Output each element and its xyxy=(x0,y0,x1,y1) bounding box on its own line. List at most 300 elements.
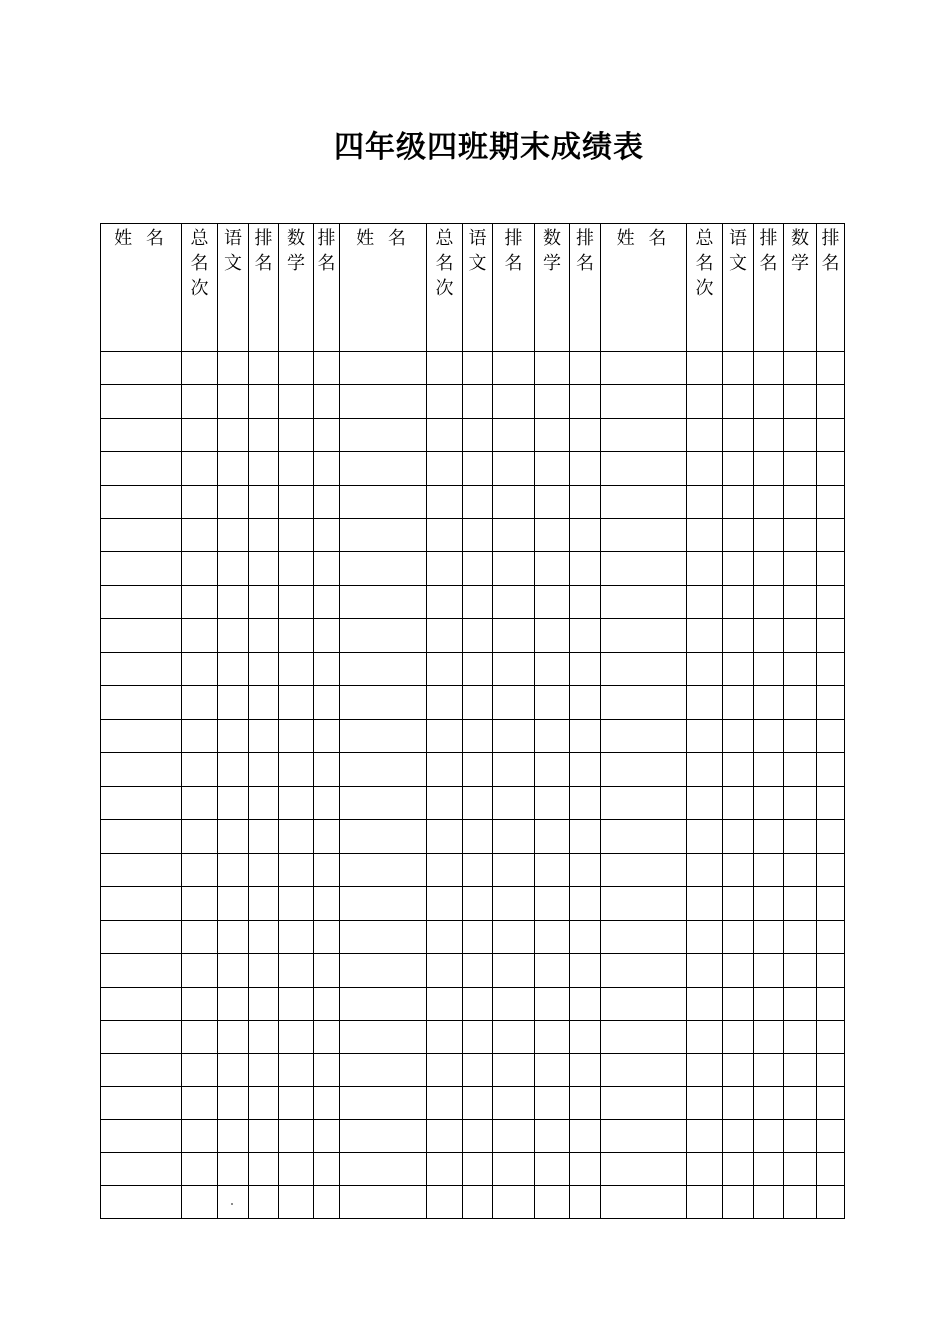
header-chinese-rank-3: 排名 xyxy=(754,224,784,352)
table-cell xyxy=(314,452,340,486)
table-cell xyxy=(784,552,817,586)
table-cell xyxy=(340,486,427,519)
table-cell xyxy=(463,887,493,921)
table-cell xyxy=(218,921,249,954)
table-cell xyxy=(314,988,340,1021)
table-cell xyxy=(817,552,845,586)
table-cell xyxy=(340,954,427,988)
table-cell xyxy=(182,1153,218,1186)
table-cell xyxy=(463,921,493,954)
table-cell xyxy=(493,486,535,519)
table-cell xyxy=(723,519,754,552)
table-cell xyxy=(754,452,784,486)
table-cell xyxy=(314,1120,340,1153)
table-row xyxy=(101,854,845,887)
table-cell xyxy=(101,653,182,686)
table-cell xyxy=(784,452,817,486)
table-cell xyxy=(463,1120,493,1153)
table-cell xyxy=(314,1054,340,1087)
table-cell xyxy=(601,552,687,586)
table-cell xyxy=(463,1186,493,1219)
table-row xyxy=(101,419,845,452)
table-cell xyxy=(493,385,535,419)
table-row xyxy=(101,586,845,619)
table-cell xyxy=(687,1054,723,1087)
table-cell xyxy=(687,586,723,619)
table-cell xyxy=(723,854,754,887)
table-cell xyxy=(817,1186,845,1219)
table-cell xyxy=(218,720,249,753)
table-cell xyxy=(218,352,249,385)
table-cell xyxy=(535,452,570,486)
table-cell xyxy=(784,419,817,452)
table-cell xyxy=(279,519,314,552)
table-cell xyxy=(427,887,463,921)
table-cell xyxy=(340,753,427,787)
table-cell xyxy=(723,486,754,519)
table-cell xyxy=(182,787,218,820)
table-cell xyxy=(463,385,493,419)
table-cell xyxy=(314,1153,340,1186)
table-cell xyxy=(314,352,340,385)
table-cell xyxy=(101,820,182,854)
header-row xyxy=(101,224,845,352)
table-cell xyxy=(601,720,687,753)
table-cell xyxy=(101,787,182,820)
table-cell xyxy=(182,720,218,753)
table-cell xyxy=(687,921,723,954)
table-cell xyxy=(493,1087,535,1120)
table-cell xyxy=(340,586,427,619)
table-cell xyxy=(314,1087,340,1120)
table-row xyxy=(101,552,845,586)
table-cell xyxy=(182,753,218,787)
table-cell xyxy=(754,586,784,619)
table-cell xyxy=(463,820,493,854)
table-cell xyxy=(427,820,463,854)
table-cell xyxy=(784,1087,817,1120)
table-cell xyxy=(493,552,535,586)
table-cell xyxy=(493,1186,535,1219)
table-cell xyxy=(687,988,723,1021)
table-cell xyxy=(601,1120,687,1153)
table-cell xyxy=(279,653,314,686)
table-cell xyxy=(340,887,427,921)
table-cell xyxy=(687,419,723,452)
table-cell xyxy=(784,954,817,988)
table-cell xyxy=(463,1153,493,1186)
table-cell xyxy=(687,486,723,519)
table-cell xyxy=(249,1153,279,1186)
table-cell xyxy=(754,820,784,854)
table-cell xyxy=(601,954,687,988)
table-cell xyxy=(535,988,570,1021)
table-body xyxy=(101,352,845,1219)
table-row xyxy=(101,653,845,686)
table-row xyxy=(101,486,845,519)
table-cell xyxy=(601,820,687,854)
table-cell xyxy=(570,486,601,519)
table-cell xyxy=(817,419,845,452)
header-math-rank-2: 排名 xyxy=(570,224,601,352)
table-cell xyxy=(340,921,427,954)
table-cell xyxy=(687,787,723,820)
table-cell xyxy=(601,1087,687,1120)
table-cell xyxy=(182,887,218,921)
table-cell xyxy=(493,586,535,619)
table-row xyxy=(101,519,845,552)
table-cell xyxy=(687,1120,723,1153)
table-cell xyxy=(817,619,845,653)
table-cell xyxy=(784,619,817,653)
table-cell xyxy=(101,1054,182,1087)
table-cell xyxy=(754,787,784,820)
table-cell xyxy=(340,519,427,552)
table-cell xyxy=(314,653,340,686)
table-cell xyxy=(601,1186,687,1219)
table-cell xyxy=(535,352,570,385)
table-row xyxy=(101,1120,845,1153)
table-cell xyxy=(101,1186,182,1219)
table-cell xyxy=(182,854,218,887)
table-cell xyxy=(601,753,687,787)
header-chinese-1: 语文 xyxy=(218,224,249,352)
table-cell xyxy=(535,854,570,887)
table-cell xyxy=(340,787,427,820)
table-cell xyxy=(723,686,754,720)
table-cell xyxy=(218,653,249,686)
table-cell xyxy=(314,854,340,887)
table-cell xyxy=(249,787,279,820)
table-cell xyxy=(754,1021,784,1054)
table-cell xyxy=(218,1120,249,1153)
table-cell xyxy=(182,419,218,452)
table-cell xyxy=(463,586,493,619)
table-cell xyxy=(784,1054,817,1087)
table-cell xyxy=(182,653,218,686)
table-cell xyxy=(570,586,601,619)
table-cell xyxy=(218,954,249,988)
table-cell xyxy=(723,552,754,586)
table-cell xyxy=(340,820,427,854)
table-cell xyxy=(493,820,535,854)
table-cell xyxy=(427,519,463,552)
table-cell xyxy=(535,753,570,787)
header-math-3: 数学 xyxy=(784,224,817,352)
table-row xyxy=(101,988,845,1021)
table-cell xyxy=(535,1087,570,1120)
table-cell xyxy=(570,419,601,452)
table-cell xyxy=(784,1153,817,1186)
table-cell xyxy=(601,1054,687,1087)
table-cell xyxy=(218,787,249,820)
table-cell xyxy=(535,586,570,619)
table-cell xyxy=(723,1186,754,1219)
table-cell xyxy=(182,921,218,954)
table-cell xyxy=(182,1120,218,1153)
table-cell xyxy=(601,1021,687,1054)
table-cell xyxy=(601,854,687,887)
table-cell xyxy=(754,385,784,419)
table-cell xyxy=(314,887,340,921)
table-cell xyxy=(218,1153,249,1186)
table-cell xyxy=(249,385,279,419)
table-cell xyxy=(784,385,817,419)
table-cell xyxy=(101,385,182,419)
header-math-1: 数学 xyxy=(279,224,314,352)
table-cell xyxy=(687,452,723,486)
table-cell xyxy=(817,653,845,686)
table-cell xyxy=(784,753,817,787)
table-cell xyxy=(817,1153,845,1186)
table-cell xyxy=(723,619,754,653)
table-cell xyxy=(601,486,687,519)
table-cell xyxy=(687,1087,723,1120)
table-cell xyxy=(754,686,784,720)
table-cell xyxy=(784,921,817,954)
table-cell xyxy=(601,787,687,820)
table-cell xyxy=(687,1153,723,1186)
table-cell xyxy=(687,352,723,385)
table-cell xyxy=(249,854,279,887)
table-cell xyxy=(182,1054,218,1087)
stray-dot-mark xyxy=(231,1203,233,1205)
table-cell xyxy=(817,1021,845,1054)
table-cell xyxy=(427,586,463,619)
table-cell xyxy=(784,854,817,887)
table-cell xyxy=(817,854,845,887)
table-cell xyxy=(570,854,601,887)
table-cell xyxy=(249,921,279,954)
table-cell xyxy=(182,552,218,586)
table-cell xyxy=(817,820,845,854)
table-cell xyxy=(784,352,817,385)
table-cell xyxy=(427,619,463,653)
table-cell xyxy=(784,519,817,552)
table-cell xyxy=(570,452,601,486)
table-cell xyxy=(340,988,427,1021)
header-name-2: 姓 名 xyxy=(340,224,427,352)
table-cell xyxy=(427,988,463,1021)
table-cell xyxy=(340,619,427,653)
table-cell xyxy=(340,1186,427,1219)
table-cell xyxy=(723,586,754,619)
table-cell xyxy=(249,988,279,1021)
table-cell xyxy=(535,921,570,954)
table-cell xyxy=(754,887,784,921)
table-cell xyxy=(463,1021,493,1054)
table-cell xyxy=(218,1087,249,1120)
table-cell xyxy=(427,352,463,385)
table-cell xyxy=(279,954,314,988)
table-cell xyxy=(570,519,601,552)
table-cell xyxy=(601,1153,687,1186)
table-cell xyxy=(463,753,493,787)
table-row xyxy=(101,921,845,954)
table-cell xyxy=(493,1021,535,1054)
table-cell xyxy=(249,1120,279,1153)
table-cell xyxy=(427,1054,463,1087)
table-cell xyxy=(601,452,687,486)
table-cell xyxy=(784,988,817,1021)
table-cell xyxy=(101,854,182,887)
table-cell xyxy=(493,1153,535,1186)
table-cell xyxy=(314,586,340,619)
table-row xyxy=(101,753,845,787)
table-cell xyxy=(535,1054,570,1087)
table-cell xyxy=(218,452,249,486)
table-cell xyxy=(279,787,314,820)
table-cell xyxy=(279,753,314,787)
table-cell xyxy=(249,686,279,720)
table-cell xyxy=(101,452,182,486)
table-cell xyxy=(427,854,463,887)
table-cell xyxy=(182,519,218,552)
table-cell xyxy=(101,419,182,452)
table-cell xyxy=(101,486,182,519)
table-cell xyxy=(249,419,279,452)
table-cell xyxy=(687,820,723,854)
table-cell xyxy=(493,720,535,753)
table-cell xyxy=(570,820,601,854)
table-cell xyxy=(493,352,535,385)
header-total-rank-2: 总名次 xyxy=(427,224,463,352)
header-total-rank-1: 总名次 xyxy=(182,224,218,352)
table-cell xyxy=(754,653,784,686)
table-cell xyxy=(101,1120,182,1153)
table-row xyxy=(101,1054,845,1087)
table-cell xyxy=(427,1021,463,1054)
table-cell xyxy=(340,686,427,720)
header-math-rank-3: 排名 xyxy=(817,224,845,352)
table-cell xyxy=(754,954,784,988)
table-cell xyxy=(182,686,218,720)
table-cell xyxy=(754,1186,784,1219)
table-cell xyxy=(687,1021,723,1054)
table-cell xyxy=(314,820,340,854)
table-cell xyxy=(493,686,535,720)
table-cell xyxy=(340,1153,427,1186)
table-cell xyxy=(601,653,687,686)
table-cell xyxy=(754,352,784,385)
table-cell xyxy=(182,452,218,486)
table-cell xyxy=(601,988,687,1021)
table-cell xyxy=(249,653,279,686)
table-cell xyxy=(754,619,784,653)
table-cell xyxy=(570,653,601,686)
table-cell xyxy=(340,352,427,385)
table-cell xyxy=(427,1120,463,1153)
table-cell xyxy=(463,653,493,686)
table-cell xyxy=(601,619,687,653)
table-cell xyxy=(463,619,493,653)
table-cell xyxy=(723,1153,754,1186)
table-cell xyxy=(101,552,182,586)
table-cell xyxy=(784,887,817,921)
table-cell xyxy=(535,1186,570,1219)
table-cell xyxy=(817,352,845,385)
table-cell xyxy=(570,787,601,820)
table-cell xyxy=(784,486,817,519)
table-cell xyxy=(218,820,249,854)
table-cell xyxy=(535,419,570,452)
header-name-1: 姓 名 xyxy=(101,224,182,352)
table-cell xyxy=(493,653,535,686)
table-cell xyxy=(314,385,340,419)
table-cell xyxy=(463,486,493,519)
table-cell xyxy=(340,552,427,586)
table-cell xyxy=(463,954,493,988)
table-cell xyxy=(817,1054,845,1087)
table-cell xyxy=(723,954,754,988)
table-cell xyxy=(314,1021,340,1054)
table-cell xyxy=(570,1021,601,1054)
table-cell xyxy=(182,586,218,619)
table-cell xyxy=(249,820,279,854)
table-cell xyxy=(463,686,493,720)
table-cell xyxy=(493,452,535,486)
table-row xyxy=(101,352,845,385)
table-cell xyxy=(817,787,845,820)
table-cell xyxy=(535,820,570,854)
table-cell xyxy=(101,954,182,988)
table-cell xyxy=(427,954,463,988)
table-cell xyxy=(427,1087,463,1120)
table-cell xyxy=(279,486,314,519)
table-cell xyxy=(340,385,427,419)
table-cell xyxy=(601,419,687,452)
table-cell xyxy=(182,1186,218,1219)
table-row xyxy=(101,619,845,653)
table-cell xyxy=(817,1120,845,1153)
table-cell xyxy=(182,352,218,385)
table-cell xyxy=(314,419,340,452)
table-cell xyxy=(249,1054,279,1087)
table-cell xyxy=(279,921,314,954)
table-cell xyxy=(535,486,570,519)
table-cell xyxy=(570,619,601,653)
table-cell xyxy=(601,586,687,619)
table-cell xyxy=(279,1021,314,1054)
table-cell xyxy=(570,753,601,787)
table-cell xyxy=(754,1054,784,1087)
table-cell xyxy=(427,753,463,787)
table-cell xyxy=(101,921,182,954)
table-row xyxy=(101,954,845,988)
table-cell xyxy=(723,452,754,486)
table-cell xyxy=(218,619,249,653)
table-cell xyxy=(570,887,601,921)
table-cell xyxy=(218,486,249,519)
table-cell xyxy=(427,787,463,820)
table-cell xyxy=(218,1186,249,1219)
table-cell xyxy=(218,586,249,619)
table-cell xyxy=(535,653,570,686)
table-cell xyxy=(314,686,340,720)
table-cell xyxy=(279,1087,314,1120)
table-cell xyxy=(817,1087,845,1120)
table-cell xyxy=(314,787,340,820)
table-cell xyxy=(570,988,601,1021)
table-cell xyxy=(687,686,723,720)
table-cell xyxy=(493,419,535,452)
table-cell xyxy=(463,452,493,486)
header-chinese-3: 语文 xyxy=(723,224,754,352)
table-cell xyxy=(218,385,249,419)
table-cell xyxy=(463,519,493,552)
table-cell xyxy=(601,921,687,954)
table-cell xyxy=(723,419,754,452)
